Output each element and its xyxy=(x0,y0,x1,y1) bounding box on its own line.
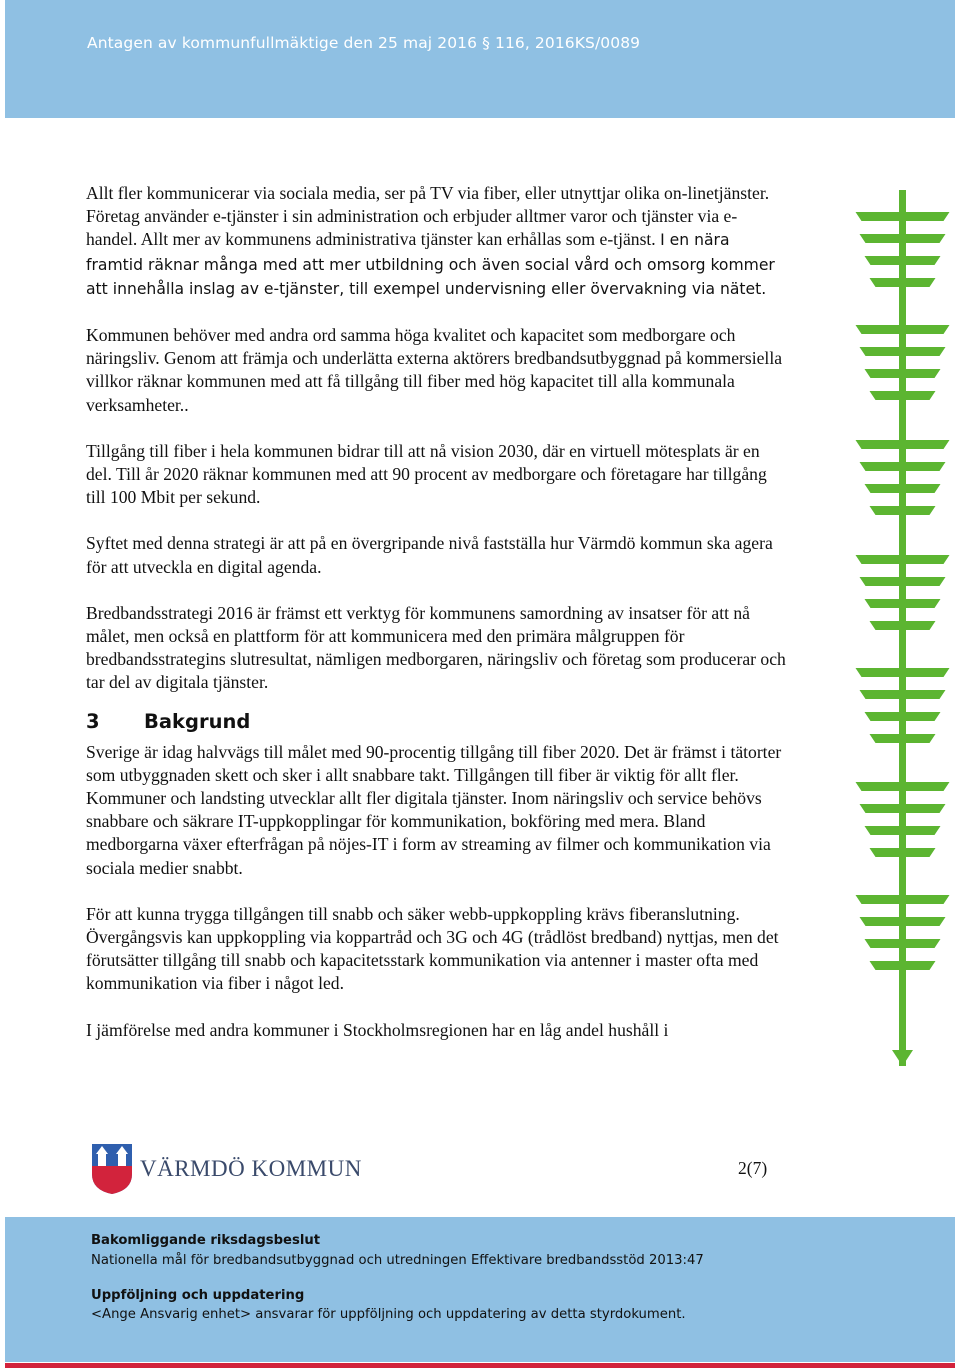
branch-bar xyxy=(860,347,946,356)
branch-bar xyxy=(856,555,950,564)
section-heading xyxy=(86,709,786,735)
branch-bar xyxy=(870,391,936,400)
page-number: 2(7) xyxy=(738,1158,768,1178)
logo-text: VÄRMDÖ KOMMUN xyxy=(140,1156,362,1181)
branch-bar xyxy=(870,621,936,630)
branch-bar xyxy=(860,462,946,471)
branch-bar xyxy=(870,848,936,857)
paragraph-strategy-tool: Bredbandsstrategi 2016 är främst ett verktyg för kommunens samordning av insatser för att nå målet, men också en plattform för att kommunicera med den primära målgruppen för bredbandsstrategins slutresultat, nämligen medborgaren, näringsliv och företag som producerar och tar del av digitala tjänster. xyxy=(86,602,786,693)
paragraph-text: Allt fler kommunicerar via sociala media, ser på TV via fiber, eller utnyttjar olika on-linetjänster. Företag använder e-tjänster i sin administration och erbjuder alltmer varor och tjänster via e-handel. Allt mer av kommunens administrativa tjänster kan erhållas som e-tjänst. xyxy=(86,183,770,250)
branch-bar xyxy=(865,939,941,948)
branch-bar xyxy=(870,734,936,743)
paragraph-online-services xyxy=(86,182,786,301)
branch-bar xyxy=(870,961,936,970)
branch-tip xyxy=(892,1050,913,1066)
followup-text: <Ange Ansvarig enhet> ansvarar för uppföljning och uppdatering av detta styrdokument. xyxy=(91,1307,686,1322)
footer-accent-line xyxy=(5,1363,955,1368)
branch-bar xyxy=(860,804,946,813)
branch-bar xyxy=(856,325,950,334)
basis-label: Bakomliggande riksdagsbeslut xyxy=(91,1233,321,1248)
branch-bar xyxy=(856,668,950,677)
branch-bar xyxy=(856,212,950,221)
branch-bar xyxy=(860,917,946,926)
branch-bar xyxy=(870,506,936,515)
branch-bar xyxy=(860,234,946,243)
fir-branch-decoration xyxy=(855,190,950,1066)
paragraph-capacity: Kommunen behöver med andra ord samma höga kvalitet och kapacitet som medborgare och näringsliv. Genom att främja och underlätta externa aktörers bredbandsutbyggnad på kommersiella villkor räknar kommunen med att få tillgång till fiber med hög kapacitet till alla kommunala verksamheter.. xyxy=(86,325,783,415)
branch-bar xyxy=(856,440,950,449)
branch-bar xyxy=(856,782,950,791)
paragraph-vision-2030: Tillgång till fiber i hela kommunen bidrar till att nå vision 2030, där en virtuell mötesplats är en del. Till år 2020 räknar kommunen med att 90 procent av medborgare och företagare har tillgång till 100 Mbit per sekund. xyxy=(86,440,767,508)
paragraph-background: Sverige är idag halvvägs till målet med 90-procentig tillgång till fiber 2020. Det är främst i tätorter som utbyggnaden skett och sker i allt snabbare takt. Tillgången till fiber är viktig för allt fler. Kommuner och landsting utvecklar allt fler digitala tjänster. Inom näringsliv och service behövs snabbare och säkrare IT-uppkopplingar för kommunikation, bokföring med mera. Bland medborgarna växer efterfrågan på nöjes-IT i form av streaming av filmer och kommunikation via sociala medier snabbt. xyxy=(86,741,782,878)
varmdo-logo xyxy=(92,1144,362,1194)
branch-bar xyxy=(856,895,950,904)
paragraph-text-sans: I en nära framtid räknar många med att mer utbildning och även social vård och omsorg kommer att innehålla inslag av e-tjänster, till exempel undervisning eller övervakning via nätet. xyxy=(86,231,775,298)
branch-bar xyxy=(865,484,941,493)
paragraph-purpose: Syftet med denna strategi är att på en övergripande nivå fastställa hur Värmdö kommun ska agera för att utveckla en digital agenda. xyxy=(86,533,773,577)
branch-bar xyxy=(870,278,936,287)
coat-of-arms-icon xyxy=(92,1144,132,1194)
document-body xyxy=(86,182,786,1065)
adoption-note: Antagen av kommunfullmäktige den 25 maj 2016 § 116, 2016KS/0089 xyxy=(87,34,641,52)
branch-bar xyxy=(860,577,946,586)
followup-label: Uppföljning och uppdatering xyxy=(91,1288,305,1303)
branch-bar xyxy=(865,256,941,265)
branch-bar xyxy=(865,599,941,608)
paragraph-comparison: I jämförelse med andra kommuner i Stockholmsregionen har en låg andel hushåll i xyxy=(86,1019,669,1040)
paragraph-fiber-connection: För att kunna trygga tillgången till snabb och säker webb-uppkoppling krävs fiberanslutning. Övergångsvis kan uppkoppling via koppartråd och 3G och 4G (trådlöst bredband) nyttjas, men det förutsätter tillgång till snabb och kapacitetsstark kommunikation via antenner i master ofta med kommunikation via fiber i något led. xyxy=(86,903,779,994)
header-band xyxy=(5,0,955,118)
section-number: 3 xyxy=(86,709,100,733)
footer-band xyxy=(5,1217,955,1362)
branch-bar xyxy=(865,826,941,835)
section-title: Bakgrund xyxy=(144,709,251,733)
branch-bar xyxy=(860,690,946,699)
branch-bar xyxy=(865,712,941,721)
basis-text: Nationella mål för bredbandsutbyggnad och utredningen Effektivare bredbandsstöd 2013:47 xyxy=(91,1253,704,1268)
branch-bar xyxy=(865,369,941,378)
